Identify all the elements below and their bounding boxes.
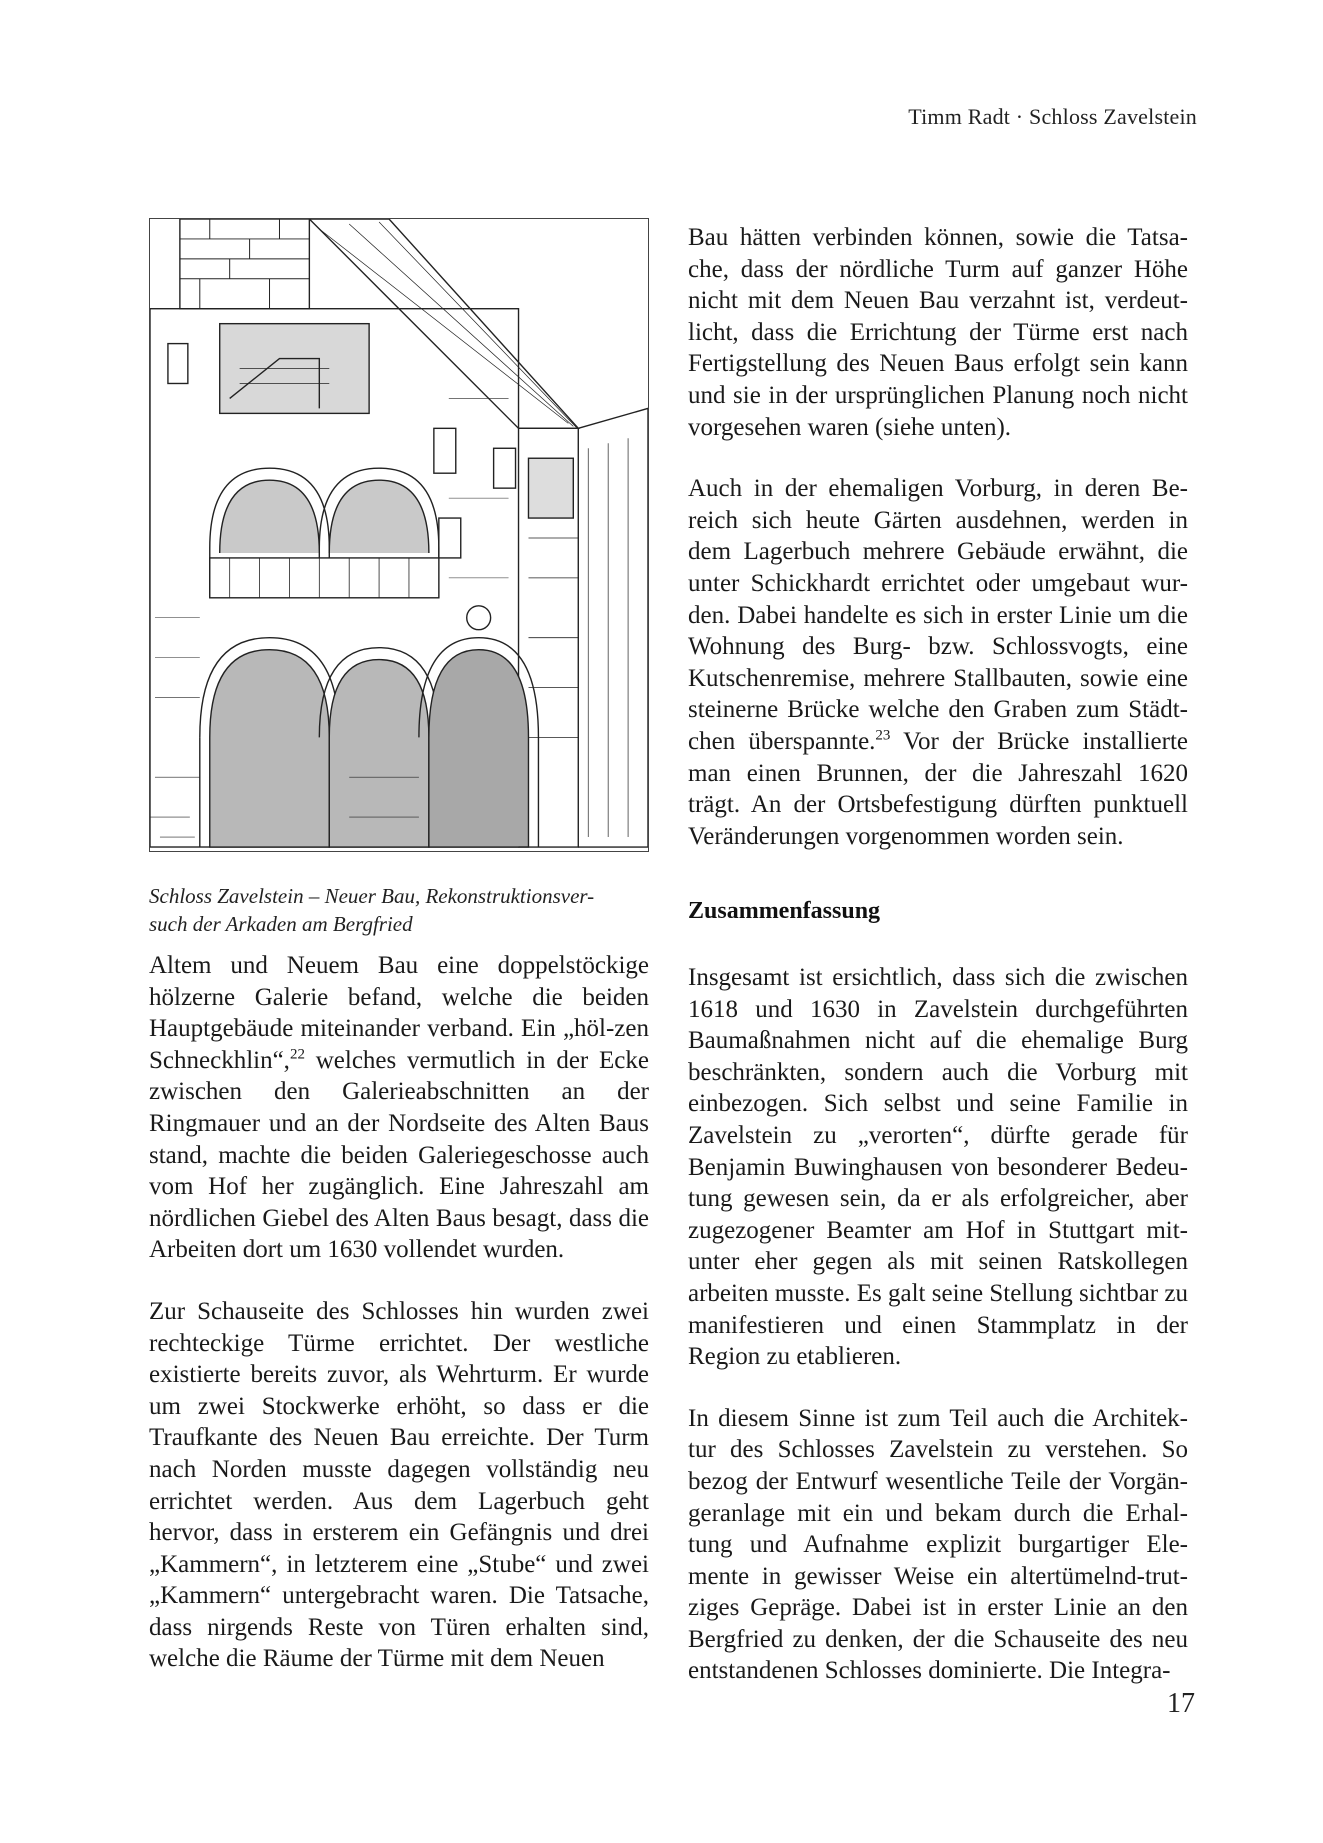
section-heading: Zusammenfassung bbox=[688, 898, 881, 924]
right-column bbox=[688, 222, 1188, 852]
footnote-ref-23: 23 bbox=[875, 727, 891, 744]
left-column bbox=[149, 950, 649, 1675]
caption-line-1: Schloss Zavelstein – Neuer Bau, Rekonstruktionsver- bbox=[149, 884, 595, 908]
arcade-drawing bbox=[150, 219, 648, 851]
illustration-arcades bbox=[149, 218, 649, 852]
page-number: 17 bbox=[1167, 1688, 1195, 1719]
left-p1-text: Altem und Neuem Bau eine doppelstöckige hölzerne Galerie befand, welche die beiden Hauptgebäude miteinander verband. Ein „höl-zen Schneckhlin“, bbox=[149, 952, 649, 1074]
caption-line-2: such der Arkaden am Bergfried bbox=[149, 912, 413, 936]
right-paragraph-4: In diesem Sinne ist zum Teil auch die Architek-tur des Schlosses Zavelstein zu verstehen. So bezog der Entwurf wesentliche Teile der Vorgän-geranlage mit ein und bekam durch die Erhal-tung und Aufnahme explizit burgartiger Ele-mente in gewisser Weise ein altertümelnd-trut-ziges Gepräge. Dabei ist in erster Linie an den Bergfried zu denken, der die Schauseite des neu entstandenen Schlosses dominierte. Die Integra- bbox=[688, 1404, 1188, 1685]
left-p1-rest: welches vermutlich in der Ecke zwischen den Galerieabschnitten an der Ringmauer und an der Nordseite des Alten Baus stand, machte die beiden Galeriegeschosse auch vom Hof her zugänglich. Eine Jahreszahl am nördlichen Giebel des Alten Baus besagt, dass die Arbeiten dort um 1630 vollendet wurden. bbox=[149, 1046, 649, 1264]
right-column-lower bbox=[688, 962, 1188, 1687]
running-head: Timm Radt · Schloss Zavelstein bbox=[908, 104, 1197, 129]
right-paragraph-1: Bau hätten verbinden können, sowie die Tatsa-che, dass der nördliche Turm auf ganzer Höhe nicht mit dem Neuen Bau verzahnt ist, verdeut-licht, dass die Errichtung der Türme erst nach Fertigstellung des Neuen Baus erfolgt sein kann und sie in der ursprünglichen Planung noch nicht vorgesehen waren (siehe unten). bbox=[688, 224, 1188, 441]
footnote-ref-22: 22 bbox=[289, 1046, 305, 1063]
right-p2-text: Auch in der ehemaligen Vorburg, in deren Be-reich sich heute Gärten ausdehnen, werden in dem Lagerbuch mehrere Gebäude erwähnt, die unter Schickhardt errichtet oder umgebaut wur-den. Dabei handelte es sich in erster Linie um die Wohnung des Burg- bzw. Schlossvogts, eine Kutschenremise, mehrere Stallbauten, sowie eine steinerne Brücke welche den Graben zum Städt-chen überspannte. bbox=[688, 475, 1188, 755]
right-paragraph-3: Insgesamt ist ersichtlich, dass sich die zwischen 1618 und 1630 in Zavelstein durchgeführten Baumaßnahmen nicht auf die ehemalige Burg beschränkten, sondern auch die Vorburg mit einbezogen. Sich selbst und seine Familie in Zavelstein zu „verorten“, dürfte gerade für Benjamin Buwinghausen von besonderer Bedeu-tung gewesen sein, da er als erfolgreicher, aber zugezogener Beamter am Hof in Stuttgart mit-unter eher gegen als mit seinen Ratskollegen arbeiten musste. Es galt seine Stellung sichtbar zu manifestieren und einen Stammplatz in der Region zu etablieren. bbox=[688, 964, 1188, 1371]
right-p2-rest: Vor der Brücke installierte man einen Brunnen, der die Jahreszahl 1620 trägt. An der Ortsbefestigung dürften punktuell Veränderungen vorgenommen worden sein. bbox=[688, 727, 1188, 850]
left-paragraph-2: Zur Schauseite des Schlosses hin wurden zwei rechteckige Türme errichtet. Der westliche existierte bereits zuvor, als Wehrturm. Er wurde um zwei Stockwerke erhöht, so dass er die Traufkante des Neuen Bau erreichte. Der Turm nach Norden musste dagegen vollständig neu errichtet werden. Aus dem Lagerbuch geht hervor, dass in ersterem ein Gefängnis und drei „Kammern“, in letzterem eine „Stube“ und zwei „Kammern“ untergebracht waren. Die Tatsache, dass nirgends Reste von Türen erhalten sind, welche die Räume der Türme mit dem Neuen bbox=[149, 1297, 649, 1673]
left-paragraph-1 bbox=[149, 950, 649, 1266]
right-paragraph-2 bbox=[688, 473, 1188, 852]
figure-caption bbox=[149, 882, 649, 938]
